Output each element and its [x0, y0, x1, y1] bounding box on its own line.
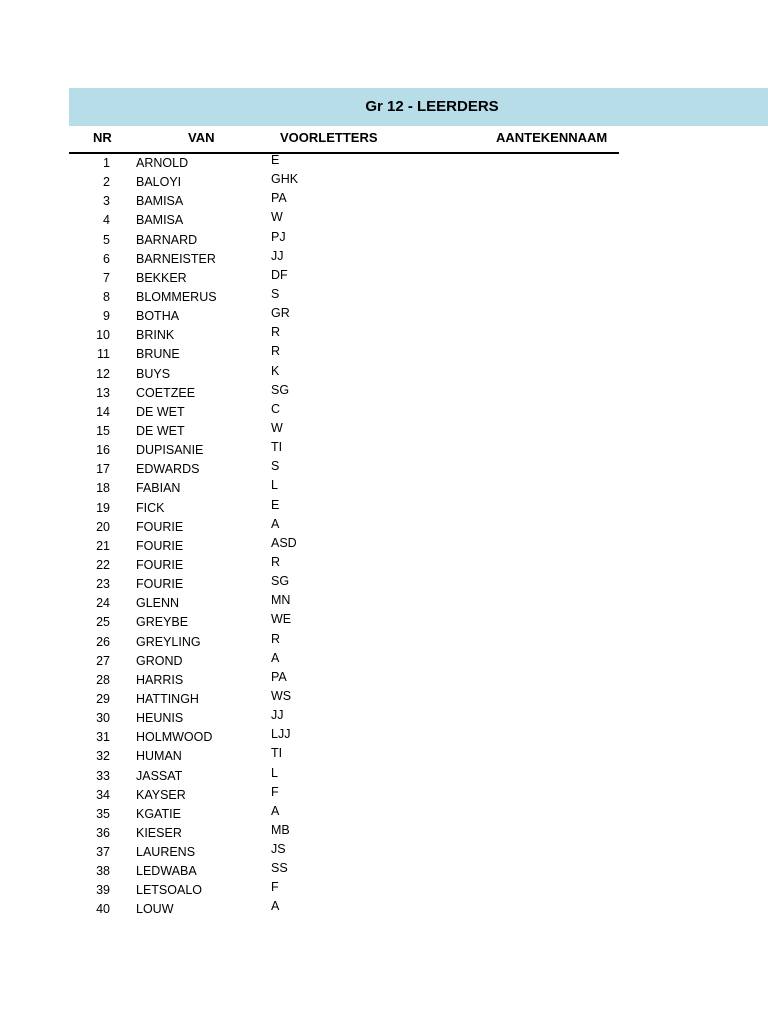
row-number: 17 — [96, 462, 110, 477]
table-row — [0, 861, 768, 880]
row-initials: R — [271, 344, 281, 359]
row-initials: WS — [271, 688, 292, 703]
table-row — [0, 823, 768, 842]
row-number: 13 — [96, 385, 110, 400]
row-number: 36 — [96, 825, 110, 840]
row-number: 8 — [103, 289, 110, 304]
row-surname: KAYSER — [136, 787, 186, 802]
row-surname: BRUNE — [136, 347, 180, 362]
table-row — [0, 574, 768, 593]
row-initials: TI — [271, 746, 283, 761]
row-initials: L — [271, 478, 278, 493]
row-surname: DE WET — [136, 423, 185, 438]
row-initials: PJ — [271, 229, 286, 244]
row-initials: A — [271, 803, 280, 818]
table-row — [0, 210, 768, 229]
row-surname: FICK — [136, 500, 165, 515]
table-row — [0, 249, 768, 268]
row-number: 1 — [103, 156, 110, 170]
table-row — [0, 689, 768, 708]
row-surname: BARNEISTER — [136, 251, 216, 266]
row-initials: MN — [271, 593, 291, 608]
learner-list — [0, 153, 768, 919]
row-number: 27 — [96, 653, 110, 668]
row-initials: GHK — [271, 172, 299, 187]
row-initials: JJ — [271, 708, 284, 723]
row-surname: JASSAT — [136, 768, 183, 783]
row-number: 6 — [103, 251, 110, 266]
row-initials: SG — [271, 574, 290, 589]
row-surname: LOUW — [136, 902, 174, 917]
row-surname: BOTHA — [136, 309, 180, 324]
row-surname: HOLMWOOD — [136, 730, 213, 745]
header-nr: NR — [93, 130, 112, 145]
row-number: 4 — [103, 213, 110, 228]
row-surname: FABIAN — [136, 481, 181, 496]
row-surname: BLOMMERUS — [136, 289, 217, 304]
table-row — [0, 517, 768, 536]
row-initials: R — [271, 631, 281, 646]
row-surname: LEDWABA — [136, 864, 197, 879]
row-number: 22 — [96, 557, 110, 572]
table-row — [0, 402, 768, 421]
row-number: 18 — [96, 481, 110, 496]
row-initials: A — [271, 650, 280, 665]
row-number: 14 — [96, 404, 110, 419]
row-surname: EDWARDS — [136, 462, 200, 477]
row-surname: KGATIE — [136, 806, 181, 821]
row-number: 20 — [96, 519, 110, 534]
table-row — [0, 593, 768, 612]
row-number: 40 — [96, 902, 110, 917]
row-number: 5 — [103, 232, 110, 247]
row-surname: BALOYI — [136, 175, 182, 190]
row-initials: MB — [271, 822, 290, 837]
row-surname: BRINK — [136, 328, 175, 343]
table-row — [0, 191, 768, 210]
row-surname: HATTINGH — [136, 691, 199, 706]
header-van: VAN — [188, 130, 215, 145]
table-row — [0, 172, 768, 191]
table-row — [0, 421, 768, 440]
table-row — [0, 230, 768, 249]
row-initials: E — [271, 153, 280, 167]
table-row — [0, 383, 768, 402]
row-surname: FOURIE — [136, 577, 184, 592]
row-surname: ARNOLD — [136, 156, 189, 170]
row-initials: F — [271, 784, 279, 799]
row-initials: W — [271, 420, 283, 435]
row-surname: HEUNIS — [136, 711, 184, 726]
table-row — [0, 344, 768, 363]
row-number: 34 — [96, 787, 110, 802]
row-initials: A — [271, 516, 280, 531]
table-row — [0, 325, 768, 344]
table-row — [0, 306, 768, 325]
table-row — [0, 708, 768, 727]
row-initials: TI — [271, 440, 283, 455]
row-initials: S — [271, 459, 280, 474]
row-initials: GR — [271, 306, 290, 321]
row-initials: LJJ — [271, 727, 291, 742]
row-number: 39 — [96, 883, 110, 898]
row-surname: FOURIE — [136, 538, 184, 553]
row-surname: LETSOALO — [136, 883, 202, 898]
table-row — [0, 670, 768, 689]
row-initials: DF — [271, 267, 288, 282]
row-number: 3 — [103, 194, 110, 209]
row-surname: GREYBE — [136, 615, 189, 630]
row-number: 37 — [96, 845, 110, 860]
row-number: 16 — [96, 443, 110, 458]
row-surname: BUYS — [136, 366, 171, 381]
table-row — [0, 498, 768, 517]
row-surname: FOURIE — [136, 519, 184, 534]
table-row — [0, 727, 768, 746]
row-initials: SS — [271, 861, 288, 876]
row-number: 12 — [96, 366, 110, 381]
table-row — [0, 287, 768, 306]
row-number: 10 — [96, 328, 110, 343]
row-number: 2 — [103, 175, 110, 190]
row-number: 33 — [96, 768, 110, 783]
row-surname: LAURENS — [136, 845, 196, 860]
row-number: 7 — [103, 270, 110, 285]
table-row — [0, 440, 768, 459]
row-number: 11 — [97, 347, 110, 362]
row-initials: PA — [271, 191, 287, 206]
row-number: 28 — [96, 672, 110, 687]
row-number: 9 — [103, 309, 110, 324]
row-initials: JS — [271, 842, 286, 857]
row-initials: ASD — [271, 535, 297, 550]
table-row — [0, 268, 768, 287]
row-number: 38 — [96, 864, 110, 879]
table-header — [0, 128, 768, 150]
row-number: 29 — [96, 691, 110, 706]
row-number: 15 — [96, 423, 110, 438]
table-row — [0, 459, 768, 478]
table-row — [0, 612, 768, 631]
table-row — [0, 842, 768, 861]
table-row — [0, 804, 768, 823]
row-initials: C — [271, 401, 281, 416]
row-number: 25 — [96, 615, 110, 630]
table-row — [0, 746, 768, 765]
row-initials: JJ — [271, 248, 284, 263]
sheet-title: Gr 12 - LEERDERS — [365, 98, 499, 115]
table-row — [0, 651, 768, 670]
row-surname: HARRIS — [136, 672, 184, 687]
row-number: 23 — [96, 577, 110, 592]
row-initials: PA — [271, 669, 287, 684]
row-number: 32 — [96, 749, 110, 764]
row-surname: COETZEE — [136, 385, 196, 400]
table-row — [0, 785, 768, 804]
row-number: 35 — [96, 806, 110, 821]
row-surname: BAMISA — [136, 213, 184, 228]
row-initials: K — [271, 363, 280, 378]
table-row — [0, 536, 768, 555]
row-surname: FOURIE — [136, 557, 184, 572]
table-row — [0, 555, 768, 574]
table-row — [0, 478, 768, 497]
row-number: 19 — [96, 500, 110, 515]
row-number: 31 — [96, 730, 110, 745]
row-surname: DUPISANIE — [136, 443, 204, 458]
row-initials: R — [271, 325, 281, 340]
row-surname: GLENN — [136, 596, 180, 611]
row-initials: W — [271, 210, 283, 225]
row-initials: SG — [271, 382, 290, 397]
header-aantekennaam: AANTEKENNAAM — [496, 130, 608, 145]
row-surname: BEKKER — [136, 270, 187, 285]
table-row — [0, 632, 768, 651]
row-initials: WE — [271, 612, 292, 627]
row-surname: KIESER — [136, 825, 182, 840]
table-row — [0, 766, 768, 785]
row-surname: BARNARD — [136, 232, 198, 247]
row-initials: F — [271, 880, 279, 895]
row-number: 21 — [96, 538, 110, 553]
row-surname: GROND — [136, 653, 183, 668]
row-surname: BAMISA — [136, 194, 184, 209]
table-row — [0, 153, 768, 172]
header-voorletters: VOORLETTERS — [280, 130, 378, 145]
table-row — [0, 899, 768, 918]
row-initials: L — [271, 765, 278, 780]
row-surname: DE WET — [136, 404, 185, 419]
table-row — [0, 880, 768, 899]
row-number: 30 — [96, 711, 110, 726]
row-initials: S — [271, 286, 280, 301]
row-surname: HUMAN — [136, 749, 182, 764]
row-surname: GREYLING — [136, 634, 201, 649]
table-row — [0, 364, 768, 383]
row-initials: A — [271, 899, 280, 914]
row-initials: R — [271, 554, 281, 569]
row-number: 26 — [96, 634, 110, 649]
row-number: 24 — [96, 596, 110, 611]
row-initials: E — [271, 497, 280, 512]
